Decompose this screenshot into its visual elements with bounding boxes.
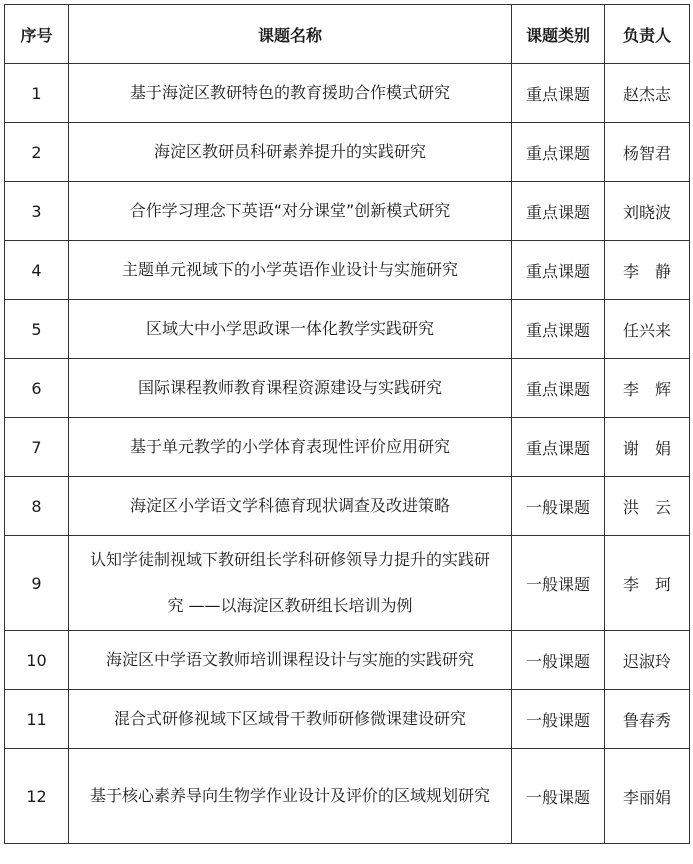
row-owner: 赵杰志 (605, 64, 690, 123)
table-row (5, 690, 690, 749)
row-type: 重点课题 (512, 123, 605, 182)
row-type: 一般课题 (512, 631, 605, 690)
row-owner: 李 辉 (605, 359, 690, 418)
table-row (5, 241, 690, 300)
header-owner: 负责人 (605, 5, 690, 64)
row-num: 7 (5, 418, 69, 477)
row-owner: 迟淑玲 (605, 631, 690, 690)
row-title: 基于核心素养导向生物学作业设计及评价的区域规划研究 (69, 749, 512, 844)
table-row (5, 300, 690, 359)
row-owner: 刘晓波 (605, 182, 690, 241)
row-type: 重点课题 (512, 359, 605, 418)
table-row (5, 182, 690, 241)
research-topics-table (4, 4, 690, 844)
header-row (5, 5, 690, 64)
row-title: 合作学习理念下英语“对分课堂”创新模式研究 (69, 182, 512, 241)
row-owner: 任兴来 (605, 300, 690, 359)
row-type: 一般课题 (512, 749, 605, 844)
table-row (5, 477, 690, 536)
row-num: 5 (5, 300, 69, 359)
row-title: 海淀区小学语文学科德育现状调查及改进策略 (69, 477, 512, 536)
table-row (5, 359, 690, 418)
row-title: 区域大中小学思政课一体化教学实践研究 (69, 300, 512, 359)
header-type: 课题类别 (512, 5, 605, 64)
row-owner: 李丽娟 (605, 749, 690, 844)
row-type: 重点课题 (512, 300, 605, 359)
row-title: 认知学徒制视域下教研组长学科研修领导力提升的实践研究 ——以海淀区教研组长培训为例 (69, 536, 512, 631)
row-num: 10 (5, 631, 69, 690)
table-row (5, 418, 690, 477)
table-row (5, 749, 690, 844)
row-num: 11 (5, 690, 69, 749)
table-row (5, 123, 690, 182)
row-num: 4 (5, 241, 69, 300)
row-title: 国际课程教师教育课程资源建设与实践研究 (69, 359, 512, 418)
row-num: 9 (5, 536, 69, 631)
row-owner: 李 静 (605, 241, 690, 300)
row-type: 重点课题 (512, 64, 605, 123)
row-owner: 洪 云 (605, 477, 690, 536)
row-type: 重点课题 (512, 182, 605, 241)
row-type: 重点课题 (512, 241, 605, 300)
row-num: 6 (5, 359, 69, 418)
header-title: 课题名称 (69, 5, 512, 64)
table-row (5, 64, 690, 123)
row-title: 基于海淀区教研特色的教育援助合作模式研究 (69, 64, 512, 123)
row-owner: 鲁春秀 (605, 690, 690, 749)
row-title: 混合式研修视域下区域骨干教师研修微课建设研究 (69, 690, 512, 749)
row-num: 8 (5, 477, 69, 536)
row-title: 基于单元教学的小学体育表现性评价应用研究 (69, 418, 512, 477)
row-owner: 谢 娟 (605, 418, 690, 477)
header-num: 序号 (5, 5, 69, 64)
row-num: 3 (5, 182, 69, 241)
row-num: 2 (5, 123, 69, 182)
row-owner: 李 珂 (605, 536, 690, 631)
row-num: 12 (5, 749, 69, 844)
row-type: 一般课题 (512, 477, 605, 536)
row-type: 重点课题 (512, 418, 605, 477)
row-num: 1 (5, 64, 69, 123)
row-type: 一般课题 (512, 690, 605, 749)
row-title: 海淀区教研员科研素养提升的实践研究 (69, 123, 512, 182)
row-title: 主题单元视域下的小学英语作业设计与实施研究 (69, 241, 512, 300)
table-row (5, 536, 690, 631)
table-row (5, 631, 690, 690)
row-type: 一般课题 (512, 536, 605, 631)
row-owner: 杨智君 (605, 123, 690, 182)
row-title: 海淀区中学语文教师培训课程设计与实施的实践研究 (69, 631, 512, 690)
